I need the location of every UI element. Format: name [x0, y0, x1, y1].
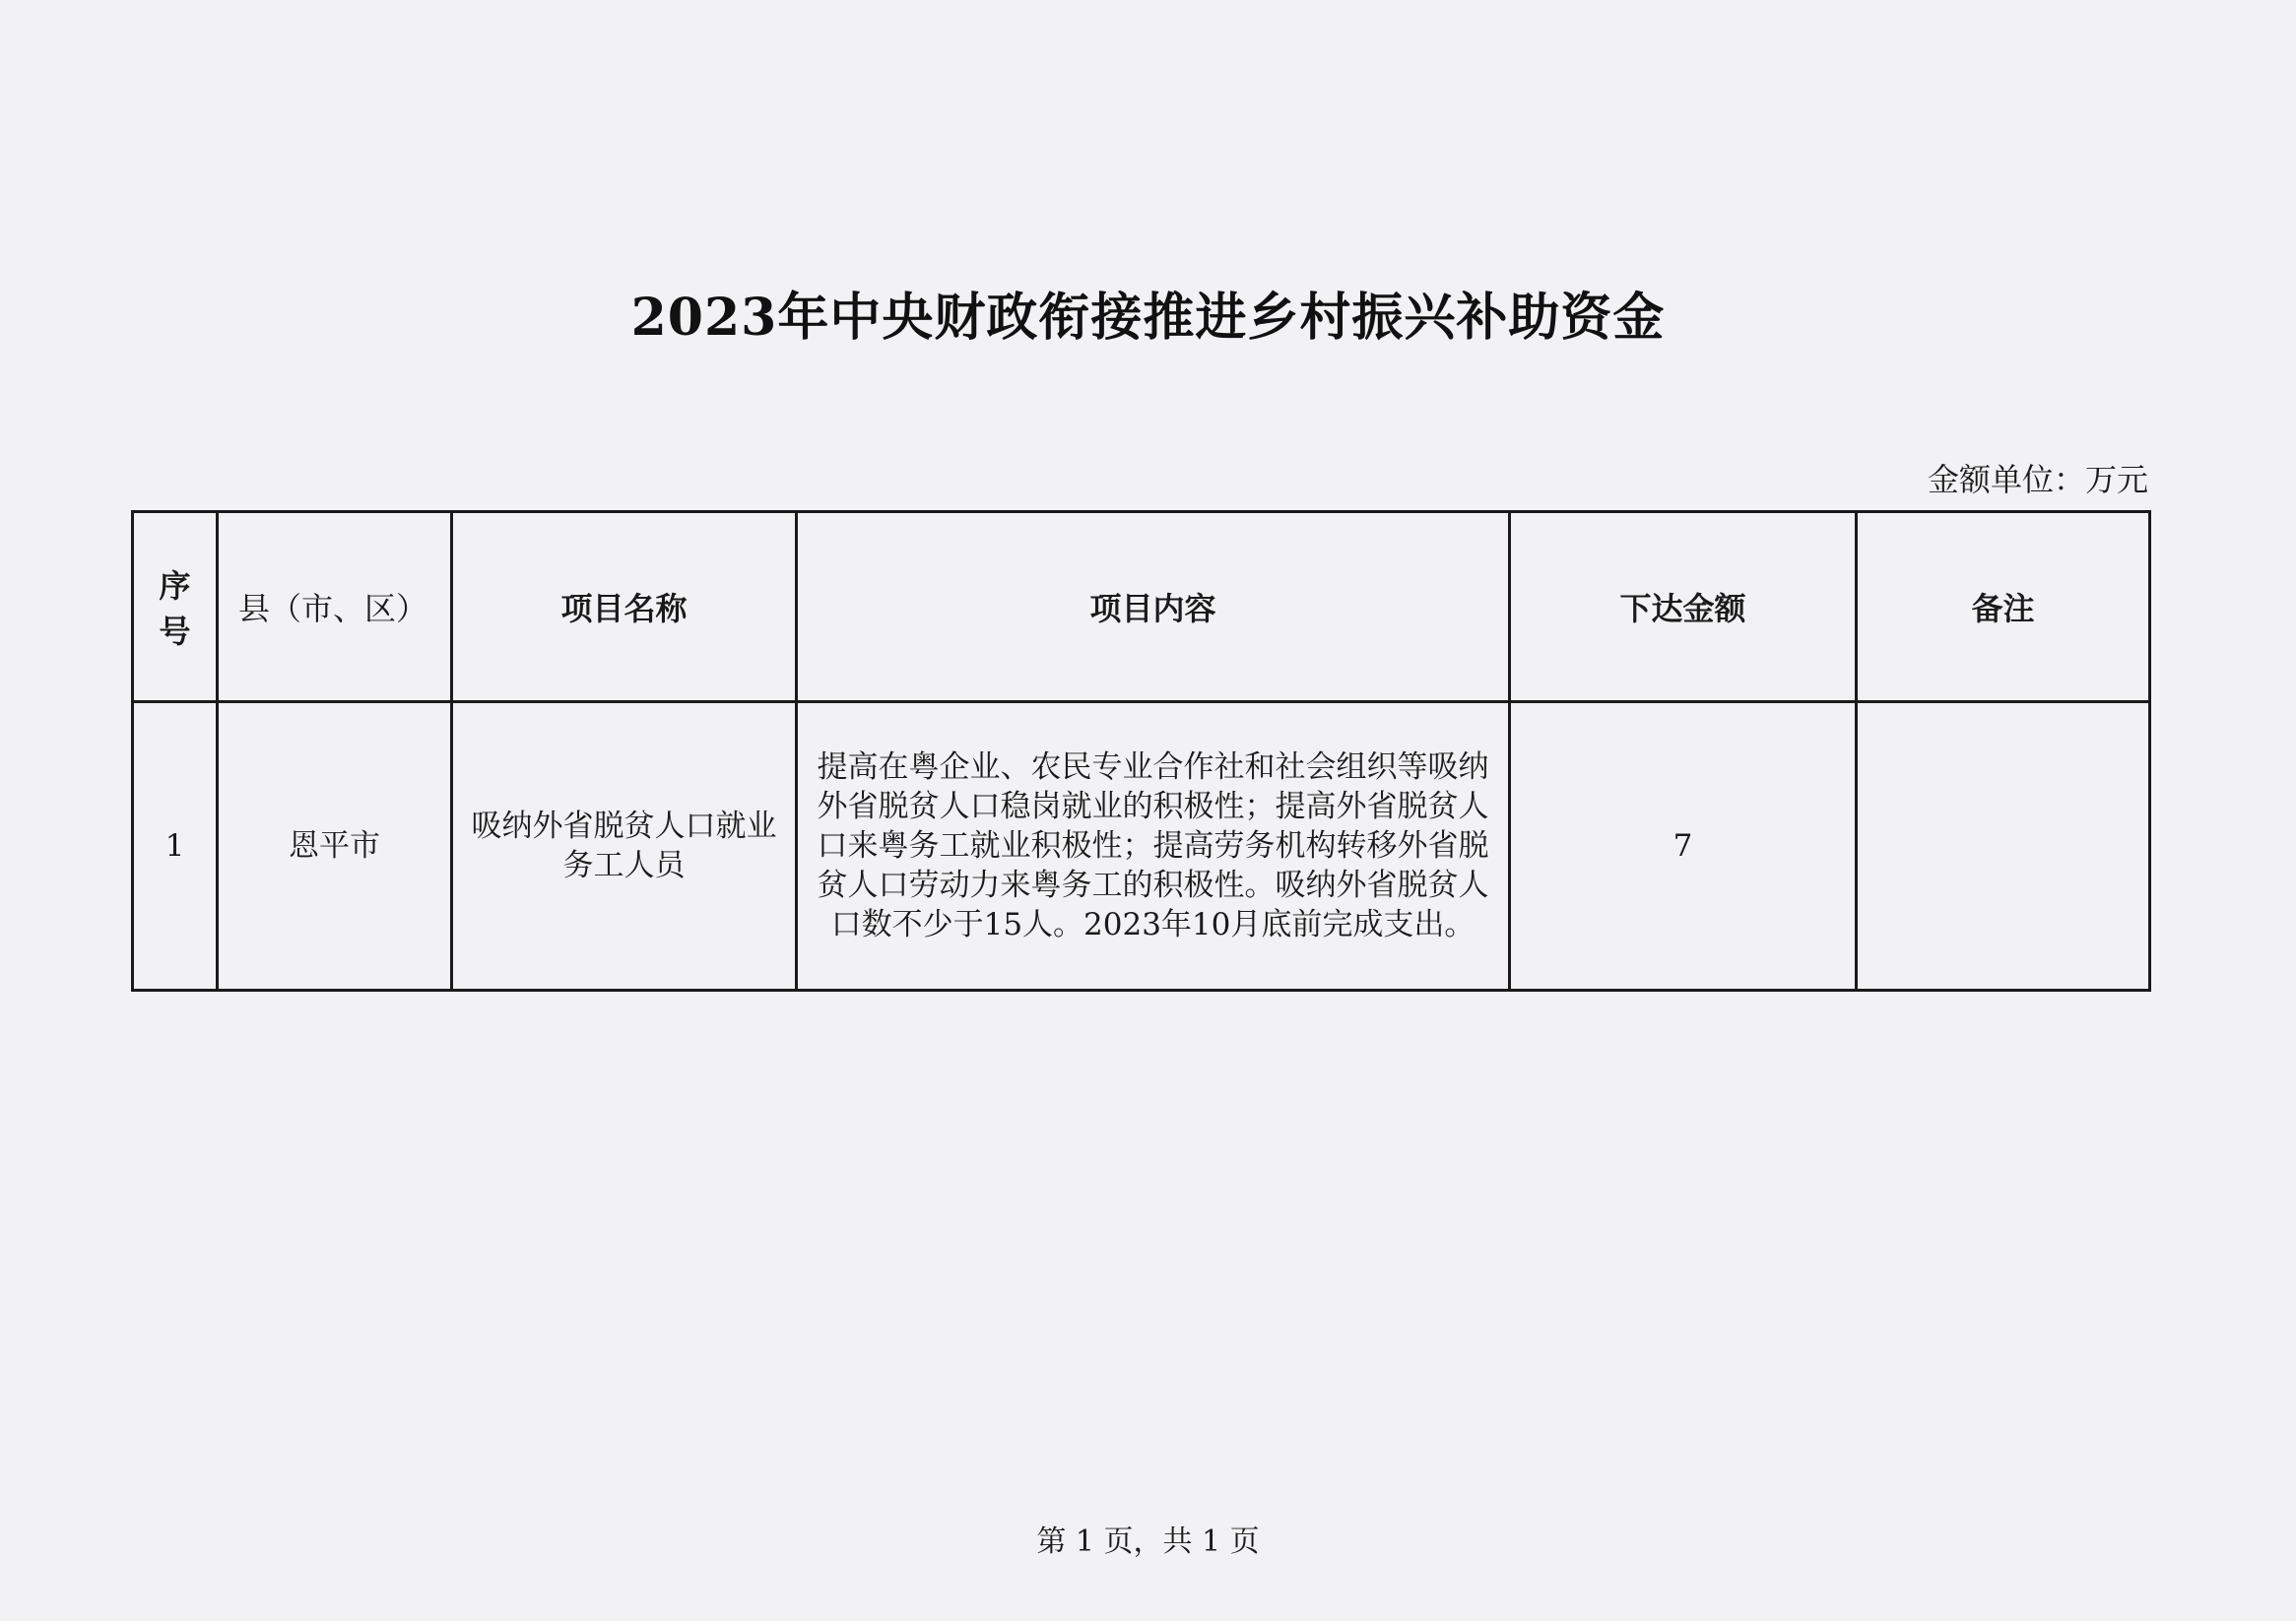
- unit-label: 金额单位：万元: [1927, 461, 2148, 498]
- cell-project-content: 提高在粤企业、农民专业合作社和社会组织等吸纳外省脱贫人口稳岗就业的积极性；提高外省脱贫人口来粤务工就业积极性；提高劳务机构转移外省脱贫人口劳动力来粤务工的积极性。吸纳外省脱贫人口数不少于15人。2023年10月底前完成支出。: [797, 702, 1510, 991]
- header-amount: 下达金额: [1510, 512, 1857, 702]
- header-project-content: 项目内容: [797, 512, 1510, 702]
- header-district: 县（市、区）: [218, 512, 452, 702]
- table-row: [133, 702, 2150, 991]
- page-title: 2023年中央财政衔接推进乡村振兴补助资金: [630, 288, 1666, 348]
- cell-index: 1: [133, 702, 218, 991]
- funding-table: [131, 510, 2151, 992]
- page-footer: 第 1 页，共 1 页: [1036, 1524, 1260, 1559]
- table-header-row: [133, 512, 2150, 702]
- header-remarks: 备注: [1857, 512, 2150, 702]
- cell-district: 恩平市: [218, 702, 452, 991]
- cell-remarks: [1857, 702, 2150, 991]
- cell-project-name: 吸纳外省脱贫人口就业务工人员: [452, 702, 797, 991]
- header-project-name: 项目名称: [452, 512, 797, 702]
- cell-amount: 7: [1510, 702, 1857, 991]
- header-index: 序号: [133, 512, 218, 702]
